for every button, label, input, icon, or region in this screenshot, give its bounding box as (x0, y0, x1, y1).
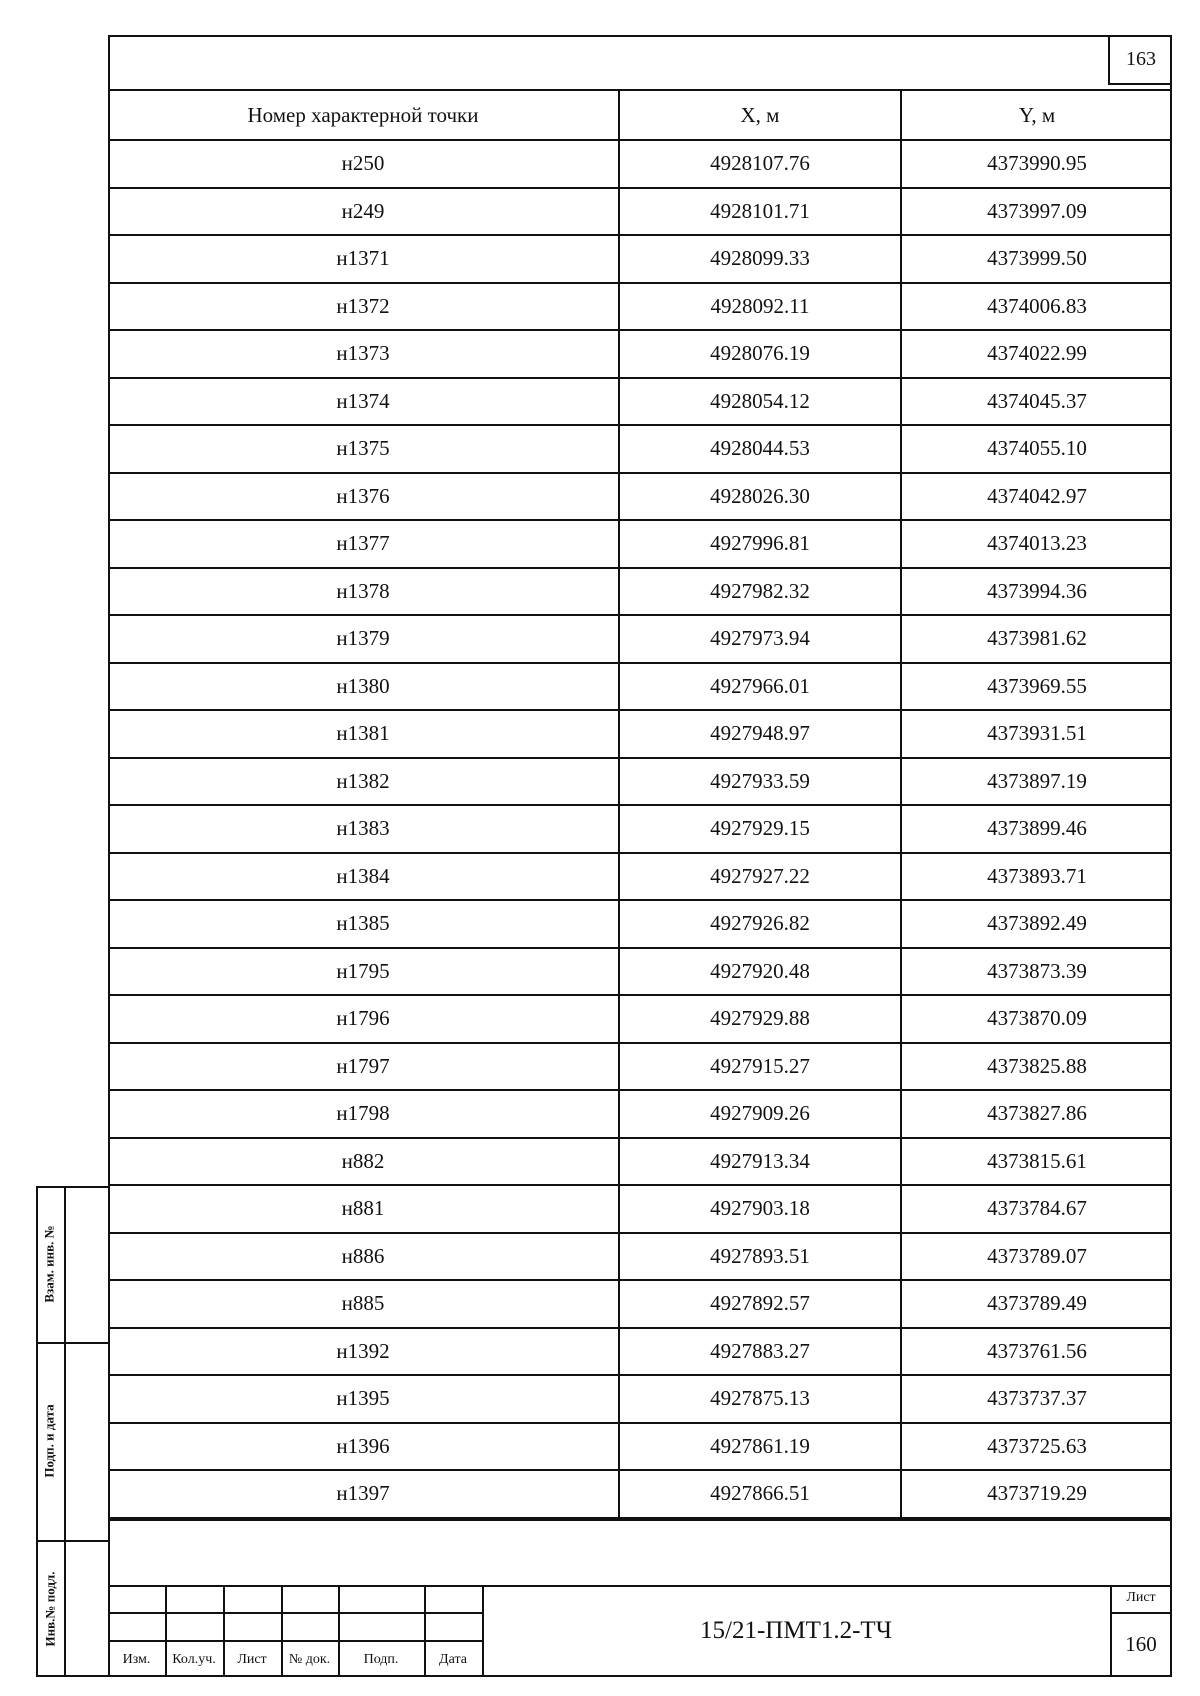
y-cell: 4374055.10 (901, 425, 1172, 473)
y-cell: 4373897.19 (901, 758, 1172, 806)
table-row (108, 1375, 1172, 1423)
x-cell: 4927929.15 (619, 805, 901, 853)
inv-original-label: Инв.№ подл. (42, 1571, 58, 1646)
table-row (108, 615, 1172, 663)
x-cell: 4927920.48 (619, 948, 901, 996)
y-cell: 4373893.71 (901, 853, 1172, 901)
table-row (108, 758, 1172, 806)
x-cell: 4927927.22 (619, 853, 901, 901)
x-cell: 4927929.88 (619, 995, 901, 1043)
x-cell: 4927893.51 (619, 1233, 901, 1281)
x-cell: 4927866.51 (619, 1470, 901, 1518)
table-row (108, 710, 1172, 758)
y-cell: 4373873.39 (901, 948, 1172, 996)
table-row (108, 1328, 1172, 1376)
point-number-cell: н1375 (108, 425, 619, 473)
point-number-cell: н1396 (108, 1423, 619, 1471)
table-row (108, 330, 1172, 378)
x-cell: 4927861.19 (619, 1423, 901, 1471)
y-cell: 4373784.67 (901, 1185, 1172, 1233)
point-number-cell: н250 (108, 140, 619, 188)
y-cell: 4374022.99 (901, 330, 1172, 378)
point-number-cell: н881 (108, 1185, 619, 1233)
table-row (108, 663, 1172, 711)
point-number-cell: н1382 (108, 758, 619, 806)
point-number-cell: н1797 (108, 1043, 619, 1091)
col-sheet: Лист (237, 1651, 267, 1667)
point-number-cell: н1384 (108, 853, 619, 901)
table-row (108, 948, 1172, 996)
signature-date-label: Подп. и дата (42, 1404, 58, 1478)
point-number-cell: н249 (108, 188, 619, 236)
x-cell: 4927973.94 (619, 615, 901, 663)
x-cell: 4928101.71 (619, 188, 901, 236)
point-number-cell: н886 (108, 1233, 619, 1281)
x-cell: 4928054.12 (619, 378, 901, 426)
col-count: Кол.уч. (172, 1651, 216, 1667)
point-number-cell: н1372 (108, 283, 619, 331)
point-number-cell: н1379 (108, 615, 619, 663)
x-cell: 4927909.26 (619, 1090, 901, 1138)
document-code: 15/21-ПМТ1.2-ТЧ (700, 1617, 892, 1644)
table-row (108, 425, 1172, 473)
table-row (108, 140, 1172, 188)
table-body (108, 140, 1172, 1518)
sheet-number: 160 (1125, 1632, 1157, 1656)
table-row (108, 1138, 1172, 1186)
sheet-label: Лист (1126, 1590, 1156, 1605)
point-number-cell: н1385 (108, 900, 619, 948)
point-number-cell: н1376 (108, 473, 619, 521)
coordinates-table (108, 89, 1172, 1519)
table-row (108, 188, 1172, 236)
x-cell: 4927982.32 (619, 568, 901, 616)
y-cell: 4373789.07 (901, 1233, 1172, 1281)
replace-inv-label: Взам. инв. № (42, 1225, 58, 1303)
y-cell: 4373931.51 (901, 710, 1172, 758)
y-cell: 4373719.29 (901, 1470, 1172, 1518)
table-row (108, 283, 1172, 331)
x-cell: 4927913.34 (619, 1138, 901, 1186)
divider (64, 1186, 66, 1677)
point-number-cell: н1377 (108, 520, 619, 568)
point-number-cell: н1795 (108, 948, 619, 996)
point-number-cell: н1383 (108, 805, 619, 853)
point-number-cell: н882 (108, 1138, 619, 1186)
x-cell: 4927875.13 (619, 1375, 901, 1423)
x-cell: 4927933.59 (619, 758, 901, 806)
page-number: 163 (1108, 35, 1172, 85)
table-row (108, 473, 1172, 521)
x-cell: 4928076.19 (619, 330, 901, 378)
x-cell: 4927915.27 (619, 1043, 901, 1091)
x-cell: 4927966.01 (619, 663, 901, 711)
header-y: Y, м (901, 90, 1172, 140)
x-cell: 4927926.82 (619, 900, 901, 948)
table-row (108, 995, 1172, 1043)
col-date: Дата (439, 1651, 467, 1667)
table-row (108, 1470, 1172, 1518)
col-doc-number: № док. (288, 1651, 331, 1667)
x-cell: 4927883.27 (619, 1328, 901, 1376)
table-row (108, 378, 1172, 426)
table-row (108, 1423, 1172, 1471)
x-cell: 4928092.11 (619, 283, 901, 331)
table-row (108, 1280, 1172, 1328)
x-cell: 4928099.33 (619, 235, 901, 283)
table-row (108, 1185, 1172, 1233)
y-cell: 4373994.36 (901, 568, 1172, 616)
x-cell: 4927996.81 (619, 520, 901, 568)
y-cell: 4374013.23 (901, 520, 1172, 568)
point-number-cell: н1392 (108, 1328, 619, 1376)
x-cell: 4928044.53 (619, 425, 901, 473)
point-number-cell: н1380 (108, 663, 619, 711)
table-row (108, 1233, 1172, 1281)
x-cell: 4928026.30 (619, 473, 901, 521)
table-row (108, 805, 1172, 853)
point-number-cell: н1397 (108, 1470, 619, 1518)
table-row (108, 900, 1172, 948)
table-row (108, 853, 1172, 901)
y-cell: 4373725.63 (901, 1423, 1172, 1471)
table-row (108, 520, 1172, 568)
y-cell: 4373969.55 (901, 663, 1172, 711)
y-cell: 4373997.09 (901, 188, 1172, 236)
header-x: X, м (619, 90, 901, 140)
point-number-cell: н1371 (108, 235, 619, 283)
table-row (108, 568, 1172, 616)
y-cell: 4373825.88 (901, 1043, 1172, 1091)
point-number-cell: н1378 (108, 568, 619, 616)
y-cell: 4373815.61 (901, 1138, 1172, 1186)
y-cell: 4373789.49 (901, 1280, 1172, 1328)
y-cell: 4374045.37 (901, 378, 1172, 426)
col-change: Изм. (122, 1651, 151, 1667)
y-cell: 4373870.09 (901, 995, 1172, 1043)
x-cell: 4927892.57 (619, 1280, 901, 1328)
y-cell: 4373892.49 (901, 900, 1172, 948)
table-row (108, 1090, 1172, 1138)
x-cell: 4927948.97 (619, 710, 901, 758)
point-number-cell: н1381 (108, 710, 619, 758)
point-number-cell: н1395 (108, 1375, 619, 1423)
x-cell: 4927903.18 (619, 1185, 901, 1233)
point-number-cell: н1798 (108, 1090, 619, 1138)
y-cell: 4374042.97 (901, 473, 1172, 521)
col-signature: Подп. (363, 1651, 399, 1667)
table-row (108, 1043, 1172, 1091)
point-number-cell: н1373 (108, 330, 619, 378)
y-cell: 4373899.46 (901, 805, 1172, 853)
point-number-cell: н885 (108, 1280, 619, 1328)
y-cell: 4373761.56 (901, 1328, 1172, 1376)
header-point-number: Номер характерной точки (108, 90, 619, 140)
y-cell: 4373827.86 (901, 1090, 1172, 1138)
point-number-cell: н1796 (108, 995, 619, 1043)
y-cell: 4373737.37 (901, 1375, 1172, 1423)
divider (108, 1519, 1172, 1521)
y-cell: 4373990.95 (901, 140, 1172, 188)
table-header-row (108, 90, 1172, 140)
point-number-cell: н1374 (108, 378, 619, 426)
y-cell: 4373999.50 (901, 235, 1172, 283)
x-cell: 4928107.76 (619, 140, 901, 188)
y-cell: 4373981.62 (901, 615, 1172, 663)
y-cell: 4374006.83 (901, 283, 1172, 331)
table-row (108, 235, 1172, 283)
